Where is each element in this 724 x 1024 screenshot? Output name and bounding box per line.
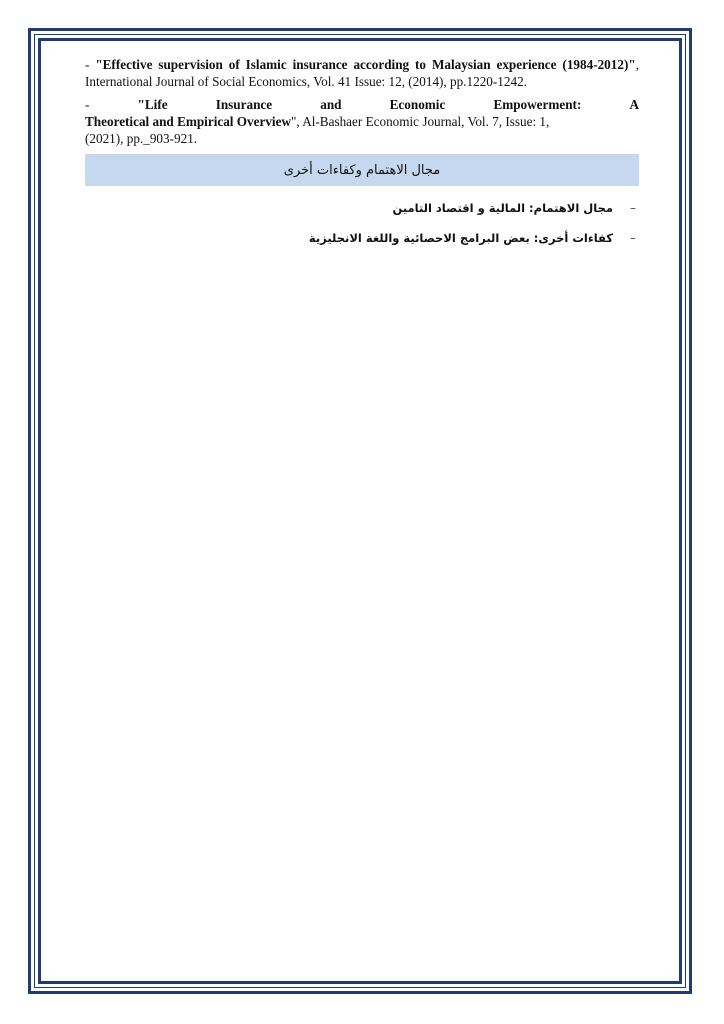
page-content	[85, 56, 639, 257]
list-item-text: مجال الاهتمام: المالية و اقتصاد التامين	[392, 200, 613, 215]
reference-2-title-word: Economic	[389, 97, 446, 112]
reference-2-title-word: A	[629, 97, 639, 112]
reference-2-details: , Al-Bashaer Economic Journal, Vol. 7, Issue: 1,	[296, 114, 550, 129]
reference-1-prefix: -	[85, 57, 96, 72]
reference-1-title: "Effective supervision of Islamic insurance according to Malaysian experience (1984-2012)"	[95, 57, 636, 72]
reference-1-details: , International Journal of Social Economics, Vol. 41 Issue: 12, (2014), pp.1220-1242.	[85, 57, 639, 89]
reference-2-line-2	[85, 113, 639, 130]
reference-2-prefix: -	[85, 97, 90, 112]
section-header	[85, 154, 639, 186]
dash-bullet: –	[630, 200, 636, 215]
reference-2-line-1	[85, 96, 639, 113]
section-title: مجال الاهتمام وكفاءات أخرى	[283, 162, 441, 178]
dash-bullet: –	[630, 230, 636, 245]
reference-2-title-word: Empowerment:	[493, 97, 582, 112]
list-item-text: كفاءات أخرى: بعض البرامج الاحصائية واللغة الانجليزية	[308, 230, 613, 245]
reference-2-title-word: "Life	[137, 97, 168, 112]
reference-2-title-rest: Theoretical and Empirical Overview	[85, 114, 291, 129]
interests-list	[85, 197, 639, 249]
reference-2-line-3: (2021), pp._903-921.	[85, 131, 198, 146]
list-item	[85, 197, 639, 219]
reference-2-title-word: Insurance	[215, 97, 273, 112]
reference-2	[85, 96, 639, 147]
reference-2-quote-end: "	[290, 114, 297, 129]
reference-2-title-word: and	[320, 97, 342, 112]
list-item	[85, 227, 639, 249]
reference-1	[85, 56, 639, 90]
